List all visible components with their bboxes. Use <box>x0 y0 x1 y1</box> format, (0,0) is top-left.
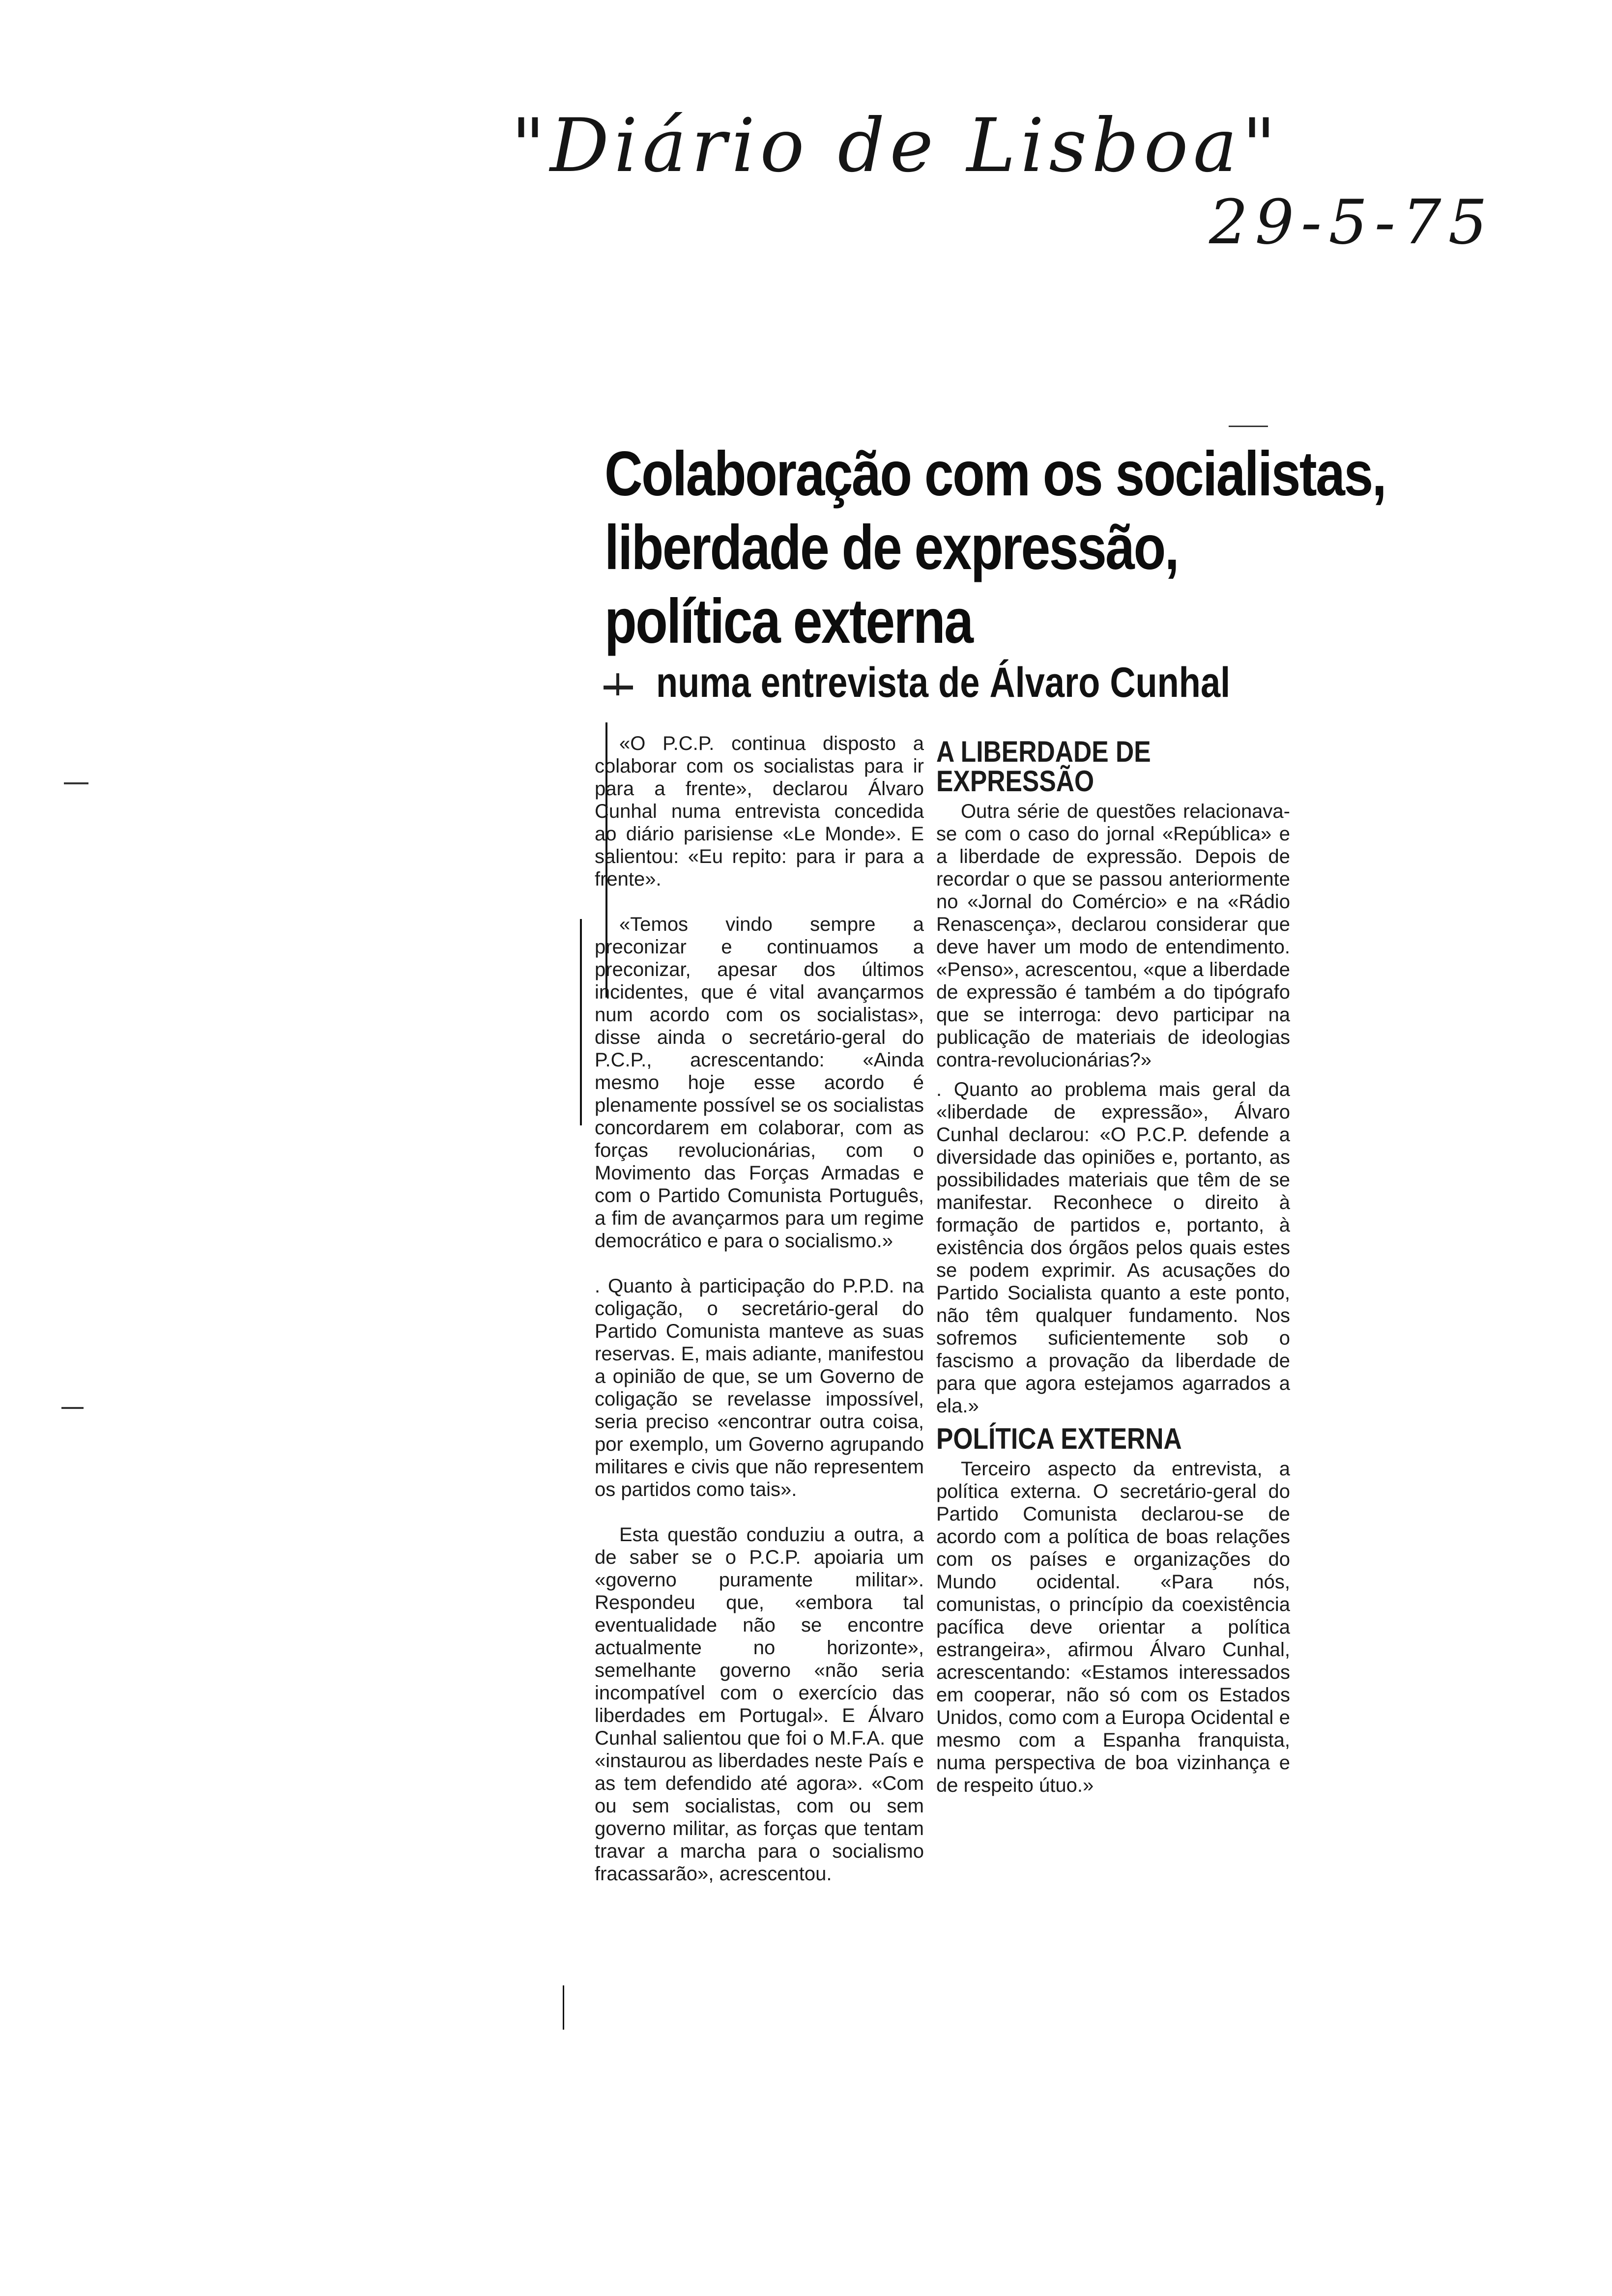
subtitle: numa entrevista de Álvaro Cunhal <box>656 659 1231 706</box>
rule-mark <box>1229 426 1268 427</box>
margin-mark <box>61 1407 84 1409</box>
subtitle-dash-stem <box>616 673 619 695</box>
left-paragraph-2: «Temos vindo sempre a preconizar e continuamos a preconizar, apesar dos últimos incidentes, que é vital avançarmos num acordo com os socialistas», disse ainda o secretário-geral do P.C.P., acrescentando: «Ainda mesmo hoje esse acordo é plenamente possível se os socialistas concordarem em colaborar, com as forças revolucionárias, com o Movimento das Forças Armadas e com o Partido Comunista Português, a fim de avançarmos para um regime democrático e para o socialismo.» <box>595 914 924 1252</box>
right-paragraph-2: . Quanto ao problema mais geral da «liberdade de expressão», Álvaro Cunhal declarou: «O P.C.P. defende a diversidade das opiniões e, portanto, as possibilidades materiais que têm de se manifestar. Reconhece o direito à formação de partidos e, portanto, à existência dos órgãos pelos quais estes se podem exprimir. As acusações do Partido Socialista quanto a este ponto, não têm qualquer fundamento. Nos sofremos suficientemente sob o fascismo a provação da liberdade de para que agora estejamos agarrados a ela.» <box>936 1079 1290 1417</box>
section-heading-foreign-policy: POLÍTICA EXTERNA <box>936 1422 1182 1455</box>
handwritten-date-note: 29-5-75 <box>1209 187 1495 258</box>
section-heading-expression: A LIBERDADE DE EXPRESSÃO <box>936 735 1151 798</box>
headline-line-2: liberdade de expressão, <box>604 513 1179 583</box>
left-paragraph-3: . Quanto à participação do P.P.D. na coligação, o secretário-geral do Partido Comunista manteve as suas reservas. E, mais adiante, manifestou a opinião de que, se um Governo de coligação se revelasse impossível, seria preciso «encontrar outra coisa, por exemplo, um Governo agrupando militares e civis que não representem os partidos como tais». <box>595 1275 924 1500</box>
cut-edge-line-3 <box>563 1985 564 2030</box>
margin-mark <box>64 782 88 784</box>
right-paragraph-3: Terceiro aspecto da entrevista, a política externa. O secretário-geral do Partido Comunista declarou-se de acordo com a política de boas relações com os países e organizações do Mundo ocidental. «Para nós, comunistas, o princípio da coexistência pacífica deve orientar a política estrangeira», afirmou Álvaro Cunhal, acrescentando: «Estamos interessados em cooperar, não só com os Estados Unidos, como com a Europa Ocidental e mesmo com a Espanha franquista, numa perspectiva de boa vizinhança e de respeito útuo.» <box>936 1458 1290 1796</box>
cut-edge-line-2 <box>580 919 582 1125</box>
headline-line-3: política externa <box>604 586 973 657</box>
article-column-right <box>936 737 1290 1819</box>
right-paragraph-1: Outra série de questões relacionava-se com o caso do jornal «República» e a liberdade de expressão. Depois de recordar o que se passou anteriormente no «Jornal do Comércio» e na «Rádio Renascença», declarou considerar que deve haver um modo de entendimento. «Penso», acrescentou, «que a liberdade de expressão é também a do tipógrafo que se interroga: devo participar na publicação de materiais de ideologias contra-revolucionárias?» <box>936 801 1290 1071</box>
handwritten-source-note: "Diário de Lisboa" <box>511 103 1281 189</box>
article-column-left <box>595 732 924 1908</box>
headline-line-1: Colaboração com os socialistas, <box>604 439 1386 509</box>
left-paragraph-4: Esta questão conduziu a outra, a de saber se o P.C.P. apoiaria um «governo puramente militar». Respondeu que, «embora tal eventualidade não se encontre actualmente no horizonte», semelhante governo «não seria incompatível com o exercício das liberdades em Portugal». E Álvaro Cunhal salientou que foi o M.F.A. que «instaurou as liberdades neste País e as tem defendido até agora». «Com ou sem socialistas, com ou sem governo militar, as forças que tentam travar a marcha para o socialismo fracassarão», acrescentou. <box>595 1524 924 1885</box>
left-paragraph-1: «O P.C.P. continua disposto a colaborar com os socialistas para ir para a frente», declarou Álvaro Cunhal numa entrevista concedida ao diário parisiense «Le Monde». E salientou: «Eu repito: para ir para a frente». <box>595 733 924 890</box>
